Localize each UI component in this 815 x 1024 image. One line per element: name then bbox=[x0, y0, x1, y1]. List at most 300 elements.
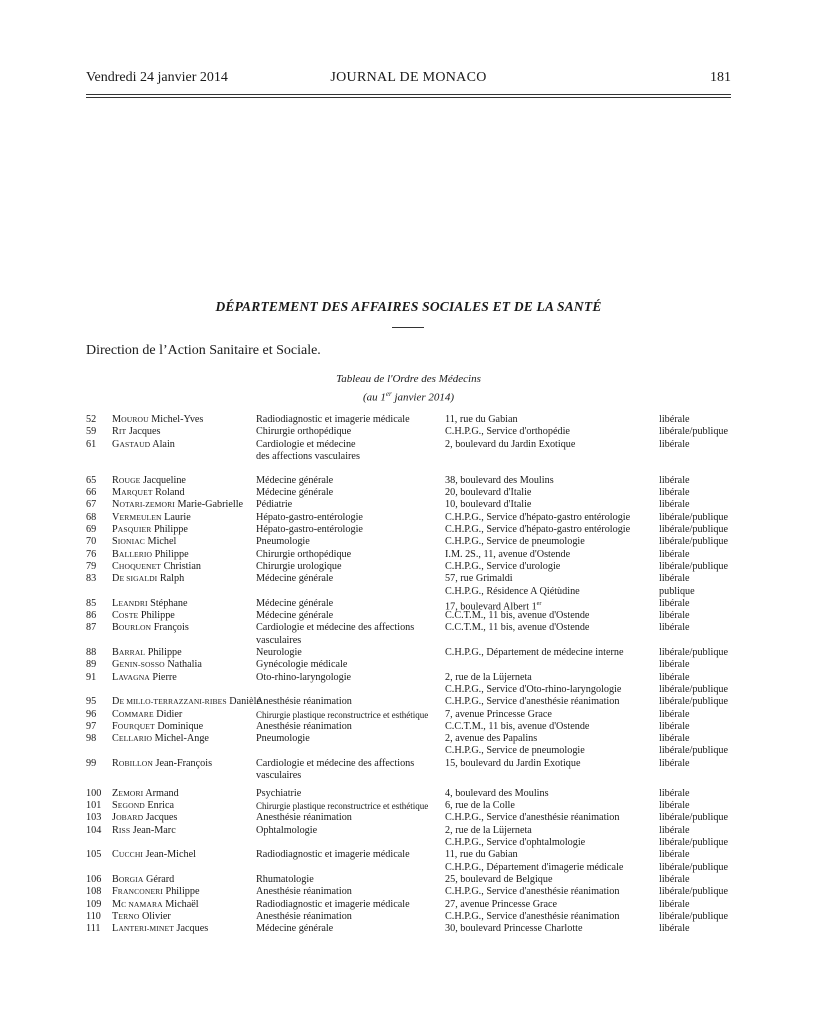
doctor-status bbox=[659, 439, 690, 451]
row-number: 83 bbox=[86, 573, 97, 585]
doctor-status bbox=[659, 499, 690, 511]
status-line: libérale bbox=[659, 487, 690, 499]
address-line: C.H.P.G., Service d'anesthésie réanimation bbox=[445, 696, 620, 708]
table-row bbox=[86, 758, 736, 788]
table-date: (au 1er janvier 2014) bbox=[362, 390, 455, 404]
table-row bbox=[86, 439, 736, 475]
row-number: 98 bbox=[86, 733, 97, 745]
doctor-firstname: Michel bbox=[144, 536, 177, 548]
address-line: C.H.P.G., Département de médecine interne bbox=[445, 647, 624, 659]
specialty-line: Psychiatrie bbox=[256, 787, 302, 799]
doctor-specialty bbox=[256, 800, 428, 812]
row-number: 95 bbox=[86, 696, 97, 708]
address-line: I.M. 2S., 11, avenue d'Ostende bbox=[445, 548, 571, 560]
doctor-surname: BORGIA bbox=[112, 873, 144, 885]
table-row bbox=[86, 849, 736, 874]
doctor-specialty bbox=[256, 573, 333, 585]
address-line: C.H.P.G., Service d'hépato-gastro entérologie bbox=[445, 511, 631, 523]
address-line: 20, boulevard d'Italie bbox=[445, 487, 532, 499]
status-line: libérale/publique bbox=[659, 886, 729, 898]
table-row bbox=[86, 561, 736, 573]
status-line: libérale bbox=[659, 597, 690, 609]
status-line: libérale bbox=[659, 898, 690, 910]
address-line: 38, boulevard des Moulins bbox=[445, 474, 554, 486]
doctor-firstname: Ralph bbox=[157, 573, 185, 585]
specialty-line: Pneumologie bbox=[256, 733, 310, 745]
doctor-status bbox=[659, 549, 690, 561]
specialty-line: Pneumologie bbox=[256, 536, 310, 548]
doctor-status bbox=[659, 426, 728, 438]
doctor-specialty bbox=[256, 733, 310, 745]
table-row bbox=[86, 610, 736, 622]
doctor-surname: SEGOND bbox=[112, 800, 145, 812]
doctor-specialty bbox=[256, 487, 333, 499]
doctor-name bbox=[112, 721, 203, 733]
specialty-line: Chirurgie orthopédique bbox=[256, 426, 352, 438]
doctor-firstname: Jacqueline bbox=[140, 474, 186, 486]
doctor-surname: NOTARI-ZEMORI bbox=[112, 499, 175, 511]
doctor-status bbox=[659, 733, 728, 758]
status-line: libérale bbox=[659, 873, 690, 885]
specialty-line: Cardiologie et médecine des affections bbox=[256, 757, 415, 769]
doctor-name bbox=[112, 573, 184, 585]
address-line: C.H.P.G., Service d'orthopédie bbox=[445, 426, 570, 438]
doctor-specialty bbox=[256, 524, 363, 536]
address-line: 7, avenue Princesse Grace bbox=[445, 708, 552, 720]
table-row bbox=[86, 672, 736, 697]
doctor-surname: LAVAGNA bbox=[112, 671, 150, 683]
doctor-status bbox=[659, 512, 728, 524]
doctor-specialty bbox=[256, 696, 352, 708]
doctor-status bbox=[659, 721, 690, 733]
status-line: libérale/publique bbox=[659, 745, 729, 757]
doctor-specialty bbox=[256, 549, 351, 561]
status-line: libérale/publique bbox=[659, 426, 729, 438]
doctor-specialty bbox=[256, 561, 342, 573]
table-row bbox=[86, 788, 736, 800]
specialty-line: Anesthésie réanimation bbox=[256, 720, 352, 732]
doctor-address bbox=[445, 758, 581, 770]
table-row bbox=[86, 800, 736, 812]
row-number: 59 bbox=[86, 426, 97, 438]
doctor-surname: VERMEULEN bbox=[112, 511, 162, 523]
doctor-surname: MOUROU bbox=[112, 414, 149, 425]
address-line: 17, boulevard Albert 1er bbox=[445, 600, 542, 613]
doctor-firstname: Michel-Ange bbox=[152, 733, 209, 745]
header-page-number: 181 bbox=[710, 70, 731, 85]
doctor-firstname: Alain bbox=[150, 438, 175, 450]
doctor-name bbox=[112, 800, 174, 812]
address-line: C.H.P.G., Service d'anesthésie réanimation bbox=[445, 886, 620, 898]
doctor-surname: RIT bbox=[112, 426, 127, 438]
address-line: 2, rue de la Lüjerneta bbox=[445, 824, 532, 836]
doctor-address bbox=[445, 439, 575, 451]
doctor-name bbox=[112, 426, 161, 438]
doctor-name bbox=[112, 758, 212, 770]
row-number: 66 bbox=[86, 487, 97, 499]
specialty-line: Chirurgie orthopédique bbox=[256, 548, 352, 560]
doctor-name bbox=[112, 672, 177, 684]
doctor-address bbox=[445, 849, 623, 874]
address-line: 15, boulevard du Jardin Exotique bbox=[445, 757, 581, 769]
address-line: 6, rue de la Colle bbox=[445, 800, 515, 812]
doctor-specialty bbox=[256, 709, 428, 721]
doctor-name bbox=[112, 788, 179, 800]
doctor-specialty bbox=[256, 536, 310, 548]
table-row bbox=[86, 721, 736, 733]
table-row bbox=[86, 573, 736, 598]
doctor-firstname: Gérard bbox=[143, 873, 175, 885]
row-number: 88 bbox=[86, 647, 97, 659]
doctor-specialty bbox=[256, 886, 352, 898]
specialty-line: Médecine générale bbox=[256, 573, 334, 585]
specialty-line: Médecine générale bbox=[256, 610, 334, 622]
doctor-surname: CUCCHI bbox=[112, 849, 144, 861]
status-line: libérale/publique bbox=[659, 910, 729, 922]
doctor-address bbox=[445, 696, 619, 708]
doctors-table bbox=[86, 414, 736, 935]
doctor-firstname: Jacques bbox=[143, 812, 178, 824]
status-line: libérale bbox=[659, 849, 690, 861]
doctor-address bbox=[445, 899, 557, 911]
doctor-firstname: Philippe bbox=[162, 886, 200, 898]
doctor-surname: RISS bbox=[112, 824, 131, 836]
doctor-name bbox=[112, 499, 243, 511]
doctor-status bbox=[659, 825, 728, 850]
row-number: 89 bbox=[86, 659, 97, 671]
doctor-firstname: Laurie bbox=[161, 511, 191, 523]
doctor-address bbox=[445, 573, 580, 598]
doctor-status bbox=[659, 672, 728, 697]
status-line: libérale bbox=[659, 438, 690, 450]
status-line: libérale bbox=[659, 622, 690, 634]
doctor-name bbox=[112, 561, 201, 573]
table-row bbox=[86, 911, 736, 923]
doctor-specialty bbox=[256, 512, 363, 524]
status-line: libérale bbox=[659, 659, 690, 671]
doctor-status bbox=[659, 800, 690, 812]
doctor-surname: BOURLON bbox=[112, 622, 152, 634]
doctor-surname: TERNO bbox=[112, 910, 140, 922]
doctor-firstname: Jean-Marc bbox=[130, 824, 176, 836]
table-row bbox=[86, 475, 736, 487]
doctor-address bbox=[445, 610, 589, 622]
address-line: C.H.P.G., Service d'urologie bbox=[445, 560, 561, 572]
doctor-firstname: Roland bbox=[152, 487, 185, 499]
doctor-address bbox=[445, 886, 619, 898]
doctor-name bbox=[112, 536, 176, 548]
doctor-status bbox=[659, 536, 728, 548]
address-line: C.C.T.M., 11 bis, avenue d'Ostende bbox=[445, 622, 590, 634]
address-line: C.H.P.G., Résidence A Qiétùdine bbox=[445, 585, 580, 597]
specialty-line: Anesthésie réanimation bbox=[256, 910, 352, 922]
address-line: 11, rue du Gabian bbox=[445, 414, 518, 425]
table-row bbox=[86, 487, 736, 499]
doctor-status bbox=[659, 487, 690, 499]
doctor-firstname: Enrica bbox=[144, 800, 174, 812]
doctor-surname: DE SIGALDI bbox=[112, 573, 158, 585]
address-line: C.H.P.G., Service d'anesthésie réanimation bbox=[445, 910, 620, 922]
specialty-line: Hépato-gastro-entérologie bbox=[256, 524, 363, 536]
doctor-status bbox=[659, 812, 728, 824]
specialty-line: vasculaires bbox=[256, 770, 302, 781]
doctor-firstname: Armand bbox=[143, 787, 179, 799]
row-number: 106 bbox=[86, 873, 102, 885]
address-line: 2, boulevard du Jardin Exotique bbox=[445, 438, 576, 450]
row-number: 111 bbox=[86, 923, 101, 935]
table-row bbox=[86, 512, 736, 524]
table-row bbox=[86, 874, 736, 886]
status-line: libérale bbox=[659, 474, 690, 486]
doctor-address bbox=[445, 733, 585, 758]
specialty-line: Oto-rhino-laryngologie bbox=[256, 671, 352, 683]
table-title: Tableau de l'Ordre des Médecins bbox=[336, 373, 481, 385]
address-line: 2, avenue des Papalins bbox=[445, 733, 538, 745]
doctor-firstname: Jacques bbox=[173, 923, 209, 935]
doctor-surname: ZEMORI bbox=[112, 787, 144, 799]
doctor-address bbox=[445, 709, 552, 721]
address-line: C.H.P.G., Service d'ophtalmologie bbox=[445, 837, 586, 849]
specialty-line: Radiodiagnostic et imagerie médicale bbox=[256, 898, 410, 910]
doctor-status bbox=[659, 659, 690, 671]
row-number: 96 bbox=[86, 708, 97, 720]
status-line: libérale bbox=[659, 610, 690, 622]
doctor-name bbox=[112, 414, 203, 426]
status-line: libérale bbox=[659, 733, 690, 745]
doctor-address bbox=[445, 622, 589, 634]
table-row bbox=[86, 825, 736, 850]
direction-heading: Direction de l’Action Sanitaire et Sociale. bbox=[86, 343, 321, 358]
specialty-line: Médecine générale bbox=[256, 923, 334, 935]
specialty-line: Neurologie bbox=[256, 647, 302, 659]
doctor-firstname: Michaël bbox=[162, 898, 199, 910]
status-line: libérale bbox=[659, 499, 690, 511]
doctor-surname: FOURQUET bbox=[112, 720, 155, 732]
doctor-specialty bbox=[256, 659, 347, 671]
specialty-line: Radiodiagnostic et imagerie médicale bbox=[256, 414, 410, 425]
doctor-specialty bbox=[256, 598, 333, 610]
row-number: 76 bbox=[86, 548, 97, 560]
doctor-status bbox=[659, 911, 728, 923]
row-number: 99 bbox=[86, 757, 97, 769]
doctor-status bbox=[659, 598, 690, 610]
doctor-name bbox=[112, 598, 188, 610]
doctor-name bbox=[112, 911, 171, 923]
doctor-address bbox=[445, 874, 553, 886]
address-line: C.H.P.G., Service de pneumologie bbox=[445, 745, 585, 757]
doctor-surname: SIONIAC bbox=[112, 536, 145, 548]
doctor-firstname: Michel-Yves bbox=[148, 414, 204, 425]
status-line: libérale bbox=[659, 824, 690, 836]
doctor-address bbox=[445, 561, 560, 573]
doctor-specialty bbox=[256, 414, 410, 426]
doctor-surname: COMMARE bbox=[112, 708, 154, 720]
status-line: libérale/publique bbox=[659, 560, 729, 572]
status-line: libérale bbox=[659, 671, 690, 683]
doctor-name bbox=[112, 439, 175, 451]
doctor-name bbox=[112, 487, 185, 499]
status-line: libérale bbox=[659, 720, 690, 732]
doctor-specialty bbox=[256, 647, 302, 659]
row-number: 86 bbox=[86, 610, 97, 622]
doctor-specialty bbox=[256, 923, 333, 935]
doctor-specialty bbox=[256, 825, 317, 837]
address-line: C.H.P.G., Service d'hépato-gastro entérologie bbox=[445, 524, 631, 536]
status-line: libérale/publique bbox=[659, 536, 729, 548]
doctor-address bbox=[445, 414, 518, 426]
doctor-firstname: Jean-Michel bbox=[143, 849, 196, 861]
doctor-surname: PASQUIER bbox=[112, 524, 152, 536]
doctor-address bbox=[445, 825, 585, 850]
doctor-name bbox=[112, 733, 209, 745]
address-line: C.H.P.G., Service d'Oto-rhino-laryngologie bbox=[445, 683, 622, 695]
doctor-name bbox=[112, 849, 196, 861]
doctor-status bbox=[659, 414, 690, 426]
table-row bbox=[86, 659, 736, 671]
doctor-surname: CELLARIO bbox=[112, 733, 153, 745]
doctor-status bbox=[659, 622, 690, 634]
table-row bbox=[86, 597, 736, 613]
doctor-surname: GASTAUD bbox=[112, 438, 151, 450]
address-line: C.H.P.G., Service d'anesthésie réanimation bbox=[445, 812, 620, 824]
status-line: libérale/publique bbox=[659, 683, 729, 695]
specialty-line: Chirurgie plastique reconstructrice et esthétique bbox=[256, 801, 429, 812]
status-line: libérale bbox=[659, 548, 690, 560]
doctor-firstname: Nathalia bbox=[164, 659, 202, 671]
specialty-line: Anesthésie réanimation bbox=[256, 696, 352, 708]
table-row bbox=[86, 499, 736, 511]
address-line: 57, rue Grimaldi bbox=[445, 573, 513, 585]
doctor-status bbox=[659, 573, 695, 598]
doctor-surname: MC NAMARA bbox=[112, 898, 163, 910]
row-number: 52 bbox=[86, 414, 97, 425]
doctor-name bbox=[112, 825, 176, 837]
doctor-surname: FRANCONERI bbox=[112, 886, 163, 898]
address-line: C.C.T.M., 11 bis, avenue d'Ostende bbox=[445, 610, 590, 622]
specialty-line: des affections vasculaires bbox=[256, 450, 360, 462]
doctor-address bbox=[445, 549, 570, 561]
status-line: libérale/publique bbox=[659, 861, 729, 873]
table-row bbox=[86, 414, 736, 426]
table-row bbox=[86, 426, 736, 438]
doctor-specialty bbox=[256, 610, 333, 622]
doctor-firstname: Philippe bbox=[152, 548, 189, 560]
address-line: 25, boulevard de Belgique bbox=[445, 873, 553, 885]
doctor-surname: BALLERIO bbox=[112, 548, 153, 560]
table-row bbox=[86, 549, 736, 561]
doctor-specialty bbox=[256, 812, 352, 824]
table-row bbox=[86, 524, 736, 536]
specialty-line: Rhumatologie bbox=[256, 873, 314, 885]
address-line: 4, boulevard des Moulins bbox=[445, 787, 549, 799]
row-number: 65 bbox=[86, 474, 97, 486]
doctor-name bbox=[112, 899, 199, 911]
row-number: 100 bbox=[86, 787, 102, 799]
status-line: libérale bbox=[659, 800, 690, 812]
doctor-surname: ROUGE bbox=[112, 474, 141, 486]
doctor-status bbox=[659, 923, 690, 935]
table-row bbox=[86, 696, 736, 708]
row-number: 104 bbox=[86, 824, 102, 836]
table-row bbox=[86, 923, 736, 935]
doctor-address bbox=[445, 788, 549, 800]
doctor-firstname: Philippe bbox=[145, 647, 182, 659]
doctor-surname: ROBILLON bbox=[112, 757, 153, 769]
doctor-surname: LEANDRI bbox=[112, 597, 148, 609]
address-line: 2, rue de la Lüjerneta bbox=[445, 671, 532, 683]
doctor-specialty bbox=[256, 622, 414, 647]
doctor-firstname: Jean-François bbox=[152, 757, 213, 769]
row-number: 110 bbox=[86, 910, 101, 922]
doctor-status bbox=[659, 524, 728, 536]
status-line: libérale/publique bbox=[659, 511, 729, 523]
row-number: 105 bbox=[86, 849, 102, 861]
doctor-name bbox=[112, 549, 189, 561]
address-line: 27, avenue Princesse Grace bbox=[445, 898, 558, 910]
status-line: libérale/publique bbox=[659, 647, 729, 659]
doctor-address bbox=[445, 487, 531, 499]
doctor-specialty bbox=[256, 849, 410, 861]
specialty-line: Cardiologie et médecine bbox=[256, 438, 356, 450]
specialty-line: Hépato-gastro-entérologie bbox=[256, 511, 363, 523]
specialty-line: Ophtalmologie bbox=[256, 824, 318, 836]
specialty-line: Radiodiagnostic et imagerie médicale bbox=[256, 849, 410, 861]
table-row bbox=[86, 812, 736, 824]
doctor-firstname: Didier bbox=[153, 708, 183, 720]
doctor-firstname: Jacques bbox=[126, 426, 161, 438]
doctor-specialty bbox=[256, 721, 352, 733]
specialty-line: Médecine générale bbox=[256, 474, 334, 486]
row-number: 101 bbox=[86, 800, 102, 812]
status-line: libérale/publique bbox=[659, 696, 729, 708]
doctor-name bbox=[112, 709, 182, 721]
specialty-line: Chirurgie urologique bbox=[256, 560, 342, 572]
row-number: 109 bbox=[86, 898, 102, 910]
specialty-line: Gynécologie médicale bbox=[256, 659, 348, 671]
doctor-name bbox=[112, 923, 208, 935]
doctor-address bbox=[445, 911, 619, 923]
address-line: C.H.P.G., Service de pneumologie bbox=[445, 536, 585, 548]
doctor-firstname: Philippe bbox=[138, 610, 175, 622]
doctor-specialty bbox=[256, 475, 333, 487]
doctor-specialty bbox=[256, 672, 351, 684]
specialty-line: Médecine générale bbox=[256, 487, 334, 499]
doctor-specialty bbox=[256, 426, 351, 438]
doctor-status bbox=[659, 758, 690, 770]
doctor-address bbox=[445, 524, 630, 536]
row-number: 103 bbox=[86, 812, 102, 824]
doctor-status bbox=[659, 475, 690, 487]
row-number: 69 bbox=[86, 524, 97, 536]
doctor-name bbox=[112, 610, 175, 622]
status-line: libérale bbox=[659, 414, 690, 425]
doctor-surname: COSTE bbox=[112, 610, 139, 622]
row-number: 67 bbox=[86, 499, 97, 511]
doctor-address bbox=[445, 475, 554, 487]
table-row bbox=[86, 886, 736, 898]
doctor-firstname: Philippe bbox=[151, 524, 188, 536]
doctor-status bbox=[659, 561, 728, 573]
doctor-status bbox=[659, 709, 690, 721]
row-number: 70 bbox=[86, 536, 97, 548]
doctor-status bbox=[659, 874, 690, 886]
doctor-specialty bbox=[256, 758, 414, 783]
status-line: libérale bbox=[659, 757, 690, 769]
table-row bbox=[86, 622, 736, 647]
doctor-address bbox=[445, 721, 589, 733]
doctor-firstname: Marie-Gabrielle bbox=[174, 499, 244, 511]
doctor-specialty bbox=[256, 439, 360, 464]
